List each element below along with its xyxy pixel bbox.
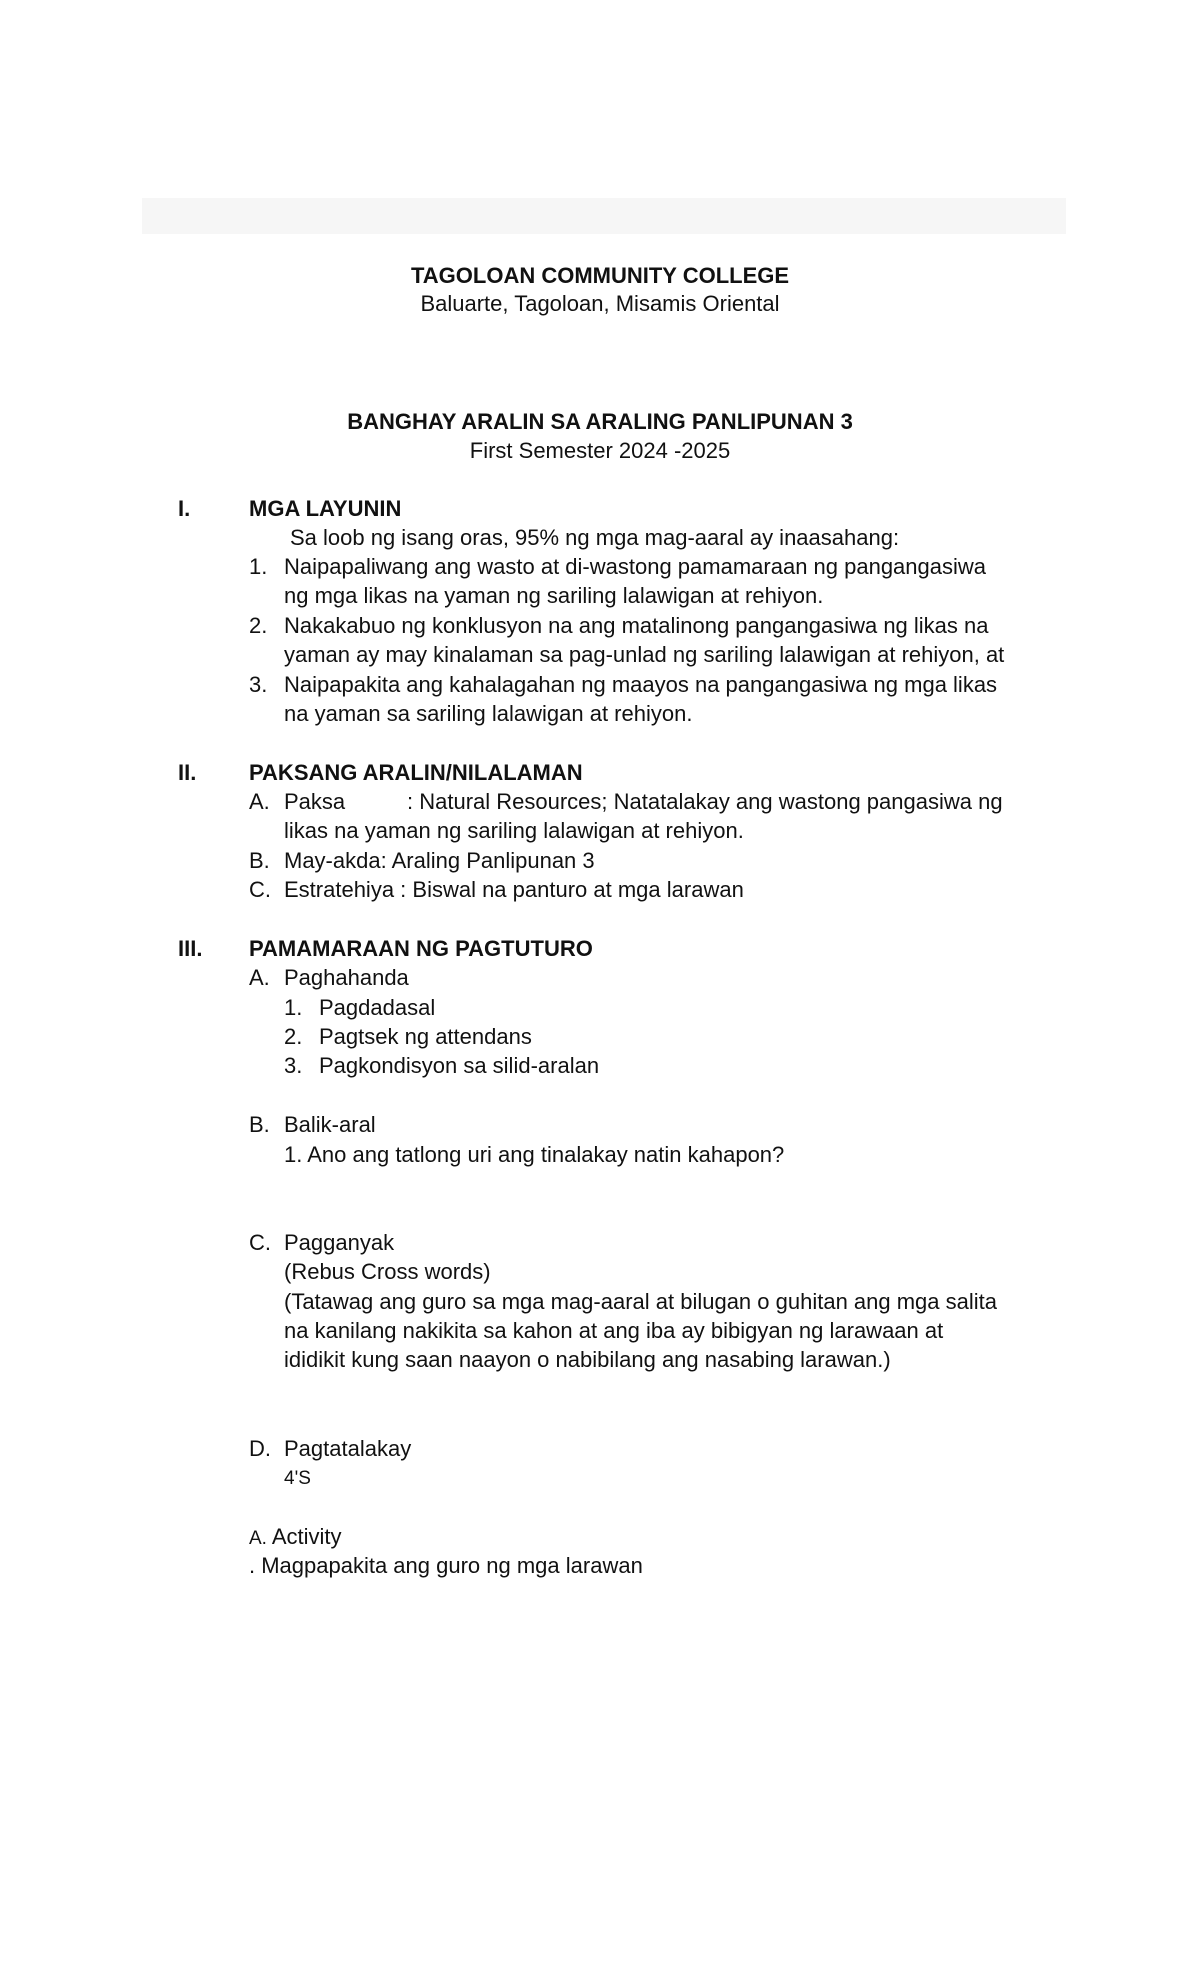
step-number: 2. — [284, 1024, 303, 1049]
topic-letter: A. — [249, 789, 270, 814]
objective-line: Naipapakita ang kahalagahan ng maayos na pangangasiwa ng mga likas — [284, 672, 998, 697]
discussion-letter: D. — [249, 1436, 271, 1461]
topic-label: Paksa — [284, 789, 346, 814]
objective-line: yaman ay may kinalaman sa pag-unlad ng sariling lalawigan at rehiyon, at — [284, 642, 1005, 667]
motivation-label: Pagganyak — [284, 1230, 395, 1255]
activity-line: . Magpapakita ang guro ng mga larawan — [249, 1553, 643, 1578]
discussion-subtitle: 4'S — [284, 1468, 311, 1489]
section1-heading: MGA LAYUNIN — [249, 496, 402, 521]
objective-line: ng mga likas na yaman ng sariling lalawigan at rehiyon. — [284, 583, 824, 608]
objective-line: na yaman sa sariling lalawigan at rehiyon. — [284, 701, 693, 726]
objective-number: 1. — [249, 554, 268, 579]
review-letter: B. — [249, 1112, 270, 1137]
topic-value-continued: likas na yaman ng sariling lalawigan at rehiyon. — [284, 818, 744, 843]
motivation-description: (Tatawag ang guro sa mga mag-aaral at bilugan o guhitan ang mga salita — [284, 1289, 998, 1314]
plan-semester: First Semester 2024 -2025 — [469, 438, 731, 463]
plan-title: BANGHAY ARALIN SA ARALING PANLIPUNAN 3 — [347, 409, 853, 434]
strategy-text: Estratehiya : Biswal na panturo at mga larawan — [284, 877, 744, 902]
activity-letter: A. — [249, 1528, 267, 1549]
objective-line: Naipapaliwang ang wasto at di-wastong pamamaraan ng pangangasiwa — [284, 554, 987, 579]
college-name: TAGOLOAN COMMUNITY COLLEGE — [410, 263, 790, 288]
objective-number: 2. — [249, 613, 268, 638]
discussion-label: Pagtatalakay — [284, 1436, 412, 1461]
author-letter: B. — [249, 848, 270, 873]
review-question: 1. Ano ang tatlong uri ang tinalakay natin kahapon? — [284, 1142, 785, 1167]
objective-line: Nakakabuo ng konklusyon na ang matalinong pangangasiwa ng likas na — [284, 613, 989, 638]
topic-value: : Natural Resources; Natatalakay ang wastong pangasiwa ng — [407, 789, 1003, 814]
section1-intro: Sa loob ng isang oras, 95% ng mga mag-aaral ay inaasahang: — [290, 525, 900, 550]
motivation-letter: C. — [249, 1230, 271, 1255]
author-text: May-akda: Araling Panlipunan 3 — [284, 848, 595, 873]
preparation-letter: A. — [249, 965, 270, 990]
step-number: 3. — [284, 1053, 303, 1078]
section2-heading: PAKSANG ARALIN/NILALAMAN — [249, 760, 583, 785]
review-label: Balik-aral — [284, 1112, 376, 1137]
motivation-subtitle: (Rebus Cross words) — [284, 1259, 491, 1284]
motivation-description: na kanilang nakikita sa kahon at ang iba ay bibigyan ng larawaan at — [284, 1318, 944, 1343]
activity-label: Activity — [271, 1524, 342, 1549]
college-address: Baluarte, Tagoloan, Misamis Oriental — [420, 291, 780, 316]
strategy-letter: C. — [249, 877, 271, 902]
section3-heading: PAMAMARAAN NG PAGTUTURO — [249, 936, 593, 961]
section2-numeral: II. — [178, 760, 197, 785]
step-text: Pagdadasal — [319, 995, 436, 1020]
header-band — [142, 198, 1066, 234]
motivation-description: ididikit kung saan naayon o nabibilang ang nasabing larawan.) — [284, 1347, 891, 1372]
section3-numeral: III. — [178, 936, 203, 961]
activity-heading — [249, 1523, 342, 1553]
objective-number: 3. — [249, 672, 268, 697]
preparation-label: Paghahanda — [284, 965, 409, 990]
section1-numeral: I. — [178, 496, 191, 521]
step-number: 1. — [284, 995, 303, 1020]
step-text: Pagtsek ng attendans — [319, 1024, 532, 1049]
step-text: Pagkondisyon sa silid-aralan — [319, 1053, 600, 1078]
